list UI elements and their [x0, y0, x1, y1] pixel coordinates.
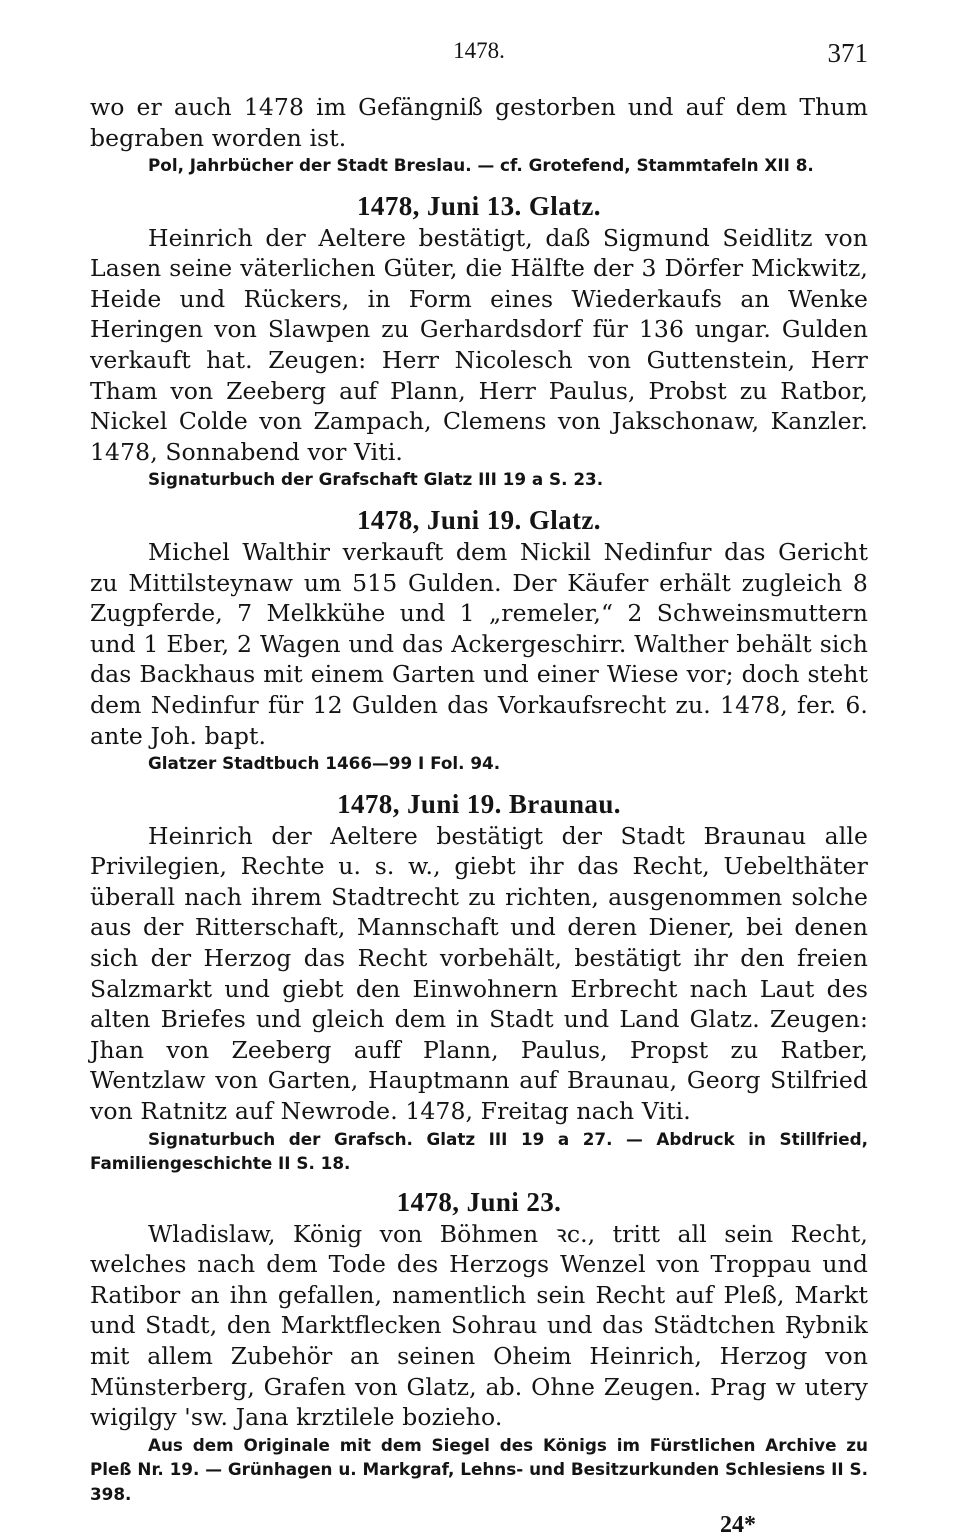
- page-number: 371: [827, 38, 868, 68]
- entry-heading: 1478, Juni 13. Glatz.: [357, 190, 601, 221]
- entry-source: Signaturbuch der Grafschaft Glatz III 19 a S. 23.: [148, 469, 604, 490]
- entry-text: wo er auch 1478 im Gefängniß gestorben und auf dem Thum begraben worden ist.: [90, 93, 868, 152]
- entry-source: Glatzer Stadtbuch 1466—99 I Fol. 94.: [148, 753, 501, 774]
- entry-source: Pol, Jahrbücher der Stadt Breslau. — cf. Grotefend, Stammtafeln XII 8.: [148, 155, 814, 176]
- entry-text: Michel Walthir verkauft dem Nickil Nedinfur das Gericht zu Mittilsteynaw um 515 Gulden. Der Käufer erhält zugleich 8 Zugpferde, 7 Melkkühe und 1 „remeler,“ 2 Schweinsmuttern und 1 Eber, 2 Wagen und das Ackergeschirr. Walther behält sich das Backhaus mit einem Garten und einer Wiese vor; doch steht dem Nedinfur für 12 Gulden das Vorkaufsrecht zu. 1478, fer. 6. ante Joh. bapt.: [90, 537, 868, 750]
- entry-heading: 1478, Juni 19. Braunau.: [337, 788, 621, 819]
- page-header: [90, 34, 868, 74]
- entry-source: Signaturbuch der Grafsch. Glatz III 19 a 27. — Abdruck in Stillfried, Familiengeschichte II S. 18.: [90, 1128, 868, 1174]
- entry-source: Aus dem Originale mit dem Siegel des Königs im Fürstlichen Archive zu Pleß Nr. 19. — Grünhagen u. Markgraf, Lehns- und Besitzurkunden Schlesiens II S. 398.: [90, 1434, 868, 1504]
- entry-heading: 1478, Juni 23.: [396, 1186, 562, 1217]
- entry-text: Heinrich der Aeltere bestätigt der Stadt Braunau alle Privilegien, Rechte u. s. w., giebt ihr das Recht, Uebelthäter überall nach ihrem Stadtrecht zu richten, ausgenommen solche aus der Ritterschaft, Mannschaft und deren Diener, bei denen sich der Herzog das Recht vorbehält, bestätigt ihr den freien Salzmarkt und giebt den Einwohnern Erbrecht nach Laut des alten Briefes und gleich dem in Stadt und Land Glatz. Zeugen: Jhan von Zeeberg auff Plann, Paulus, Propst zu Ratber, Wentzlaw von Garten, Hauptmann auf Braunau, Georg Stilfried von Ratnitz auf Newrode. 1478, Freitag nach Viti.: [90, 821, 868, 1125]
- signature-mark: 24*: [720, 1512, 756, 1539]
- entry-heading: 1478, Juni 19. Glatz.: [357, 504, 601, 535]
- page-body: [90, 92, 868, 1539]
- running-head: 1478.: [453, 38, 505, 63]
- entry-text: Wladislaw, König von Böhmen ꝛc., tritt all sein Recht, welches nach dem Tode des Herzogs Wenzel von Troppau und Ratibor an ihn gefallen, namentlich sein Recht auf Pleß, Markt und Stadt, den Marktflecken Sohrau und das Städtchen Rybnik mit allem Zubehör an seinen Oheim Heinrich, Herzog von Münsterberg, Grafen von Glatz, ab. Ohne Zeugen. Prag w utery wigilgy 'sw. Jana krztilele bozieho.: [90, 1219, 868, 1432]
- entry-text: Heinrich der Aeltere bestätigt, daß Sigmund Seidlitz von Lasen seine väterlichen Güter, die Hälfte der 3 Dörfer Mickwitz, Heide und Rückers, in Form eines Wiederkaufs an Wenke Heringen von Slawpen zu Gerhardsdorf für 136 ungar. Gulden verkauft hat. Zeugen: Herr Nicolesch von Guttenstein, Herr Tham von Zeeberg auf Plann, Herr Paulus, Probst zu Ratbor, Nickel Colde von Zampach, Clemens von Jakschonaw, Kanzler. 1478, Sonnabend vor Viti.: [90, 223, 868, 466]
